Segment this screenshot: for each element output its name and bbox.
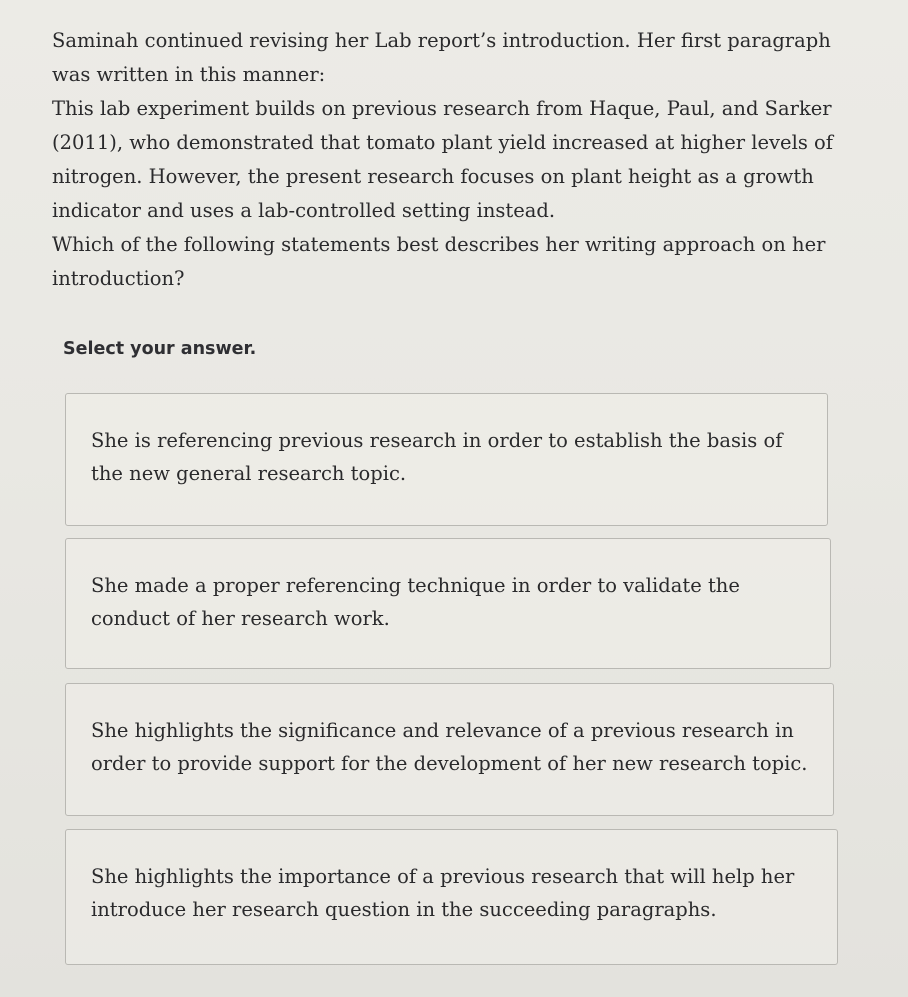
question-intro: Saminah continued revising her Lab report’s introduction. Her first paragraph was written in this manner:	[52, 29, 831, 86]
answer-option-b[interactable]	[65, 538, 831, 669]
answer-option-c[interactable]	[65, 683, 834, 816]
question-text	[52, 24, 852, 296]
answer-option-text: She made a proper referencing technique in order to validate the conduct of her research work.	[91, 574, 740, 630]
answer-option-d[interactable]	[65, 829, 838, 965]
select-answer-label: Select your answer.	[63, 339, 257, 359]
answer-option-text: She highlights the significance and relevance of a previous research in order to provide support for the development of her new research topic.	[91, 719, 808, 775]
answer-option-text: She is referencing previous research in order to establish the basis of the new general research topic.	[91, 429, 783, 485]
question-quote: This lab experiment builds on previous research from Haque, Paul, and Sarker (2011), who demonstrated that tomato plant yield increased at higher levels of nitrogen. However, the present research focuses on plant height as a growth indicator and uses a lab-controlled setting instead.	[52, 97, 833, 222]
answer-option-a[interactable]	[65, 393, 828, 526]
question-ask: Which of the following statements best describes her writing approach on her introduction?	[52, 233, 826, 290]
answer-option-text: She highlights the importance of a previous research that will help her introduce her research question in the succeeding paragraphs.	[91, 865, 795, 921]
